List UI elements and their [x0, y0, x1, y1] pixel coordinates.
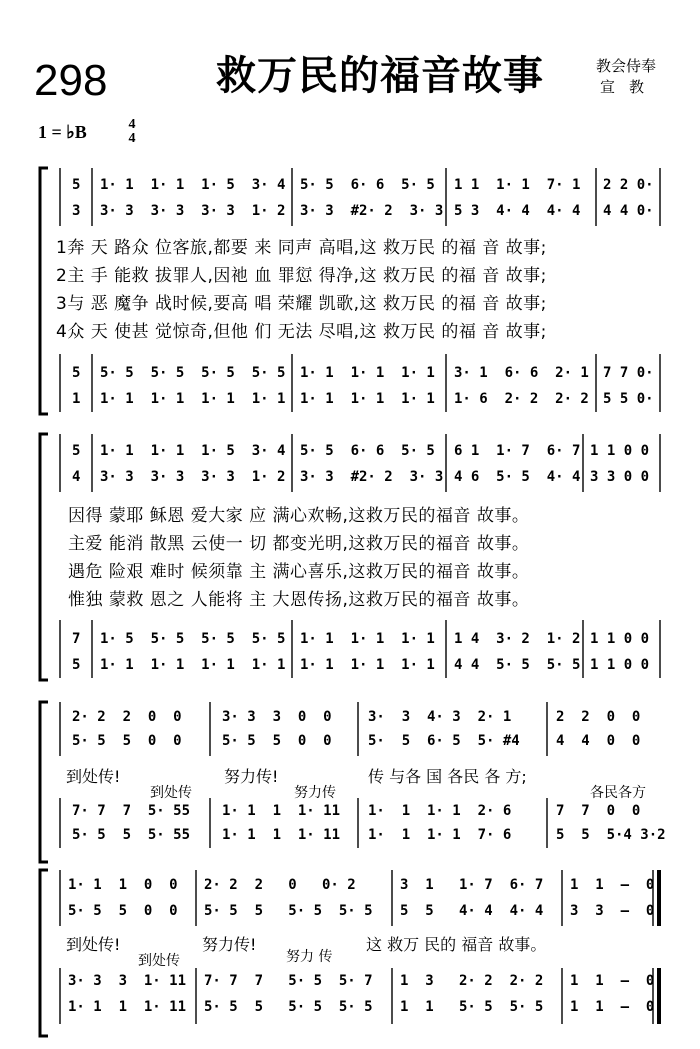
s3-lower-top-3: 7 7 0 0 [556, 803, 641, 819]
time-bottom: 4 [128, 131, 136, 146]
s1-lower-bottom-0: 1 [72, 391, 81, 407]
s2-upper-top-2: 5· 5 6· 6 5· 5 [300, 443, 435, 459]
s2-lower-top-1: 1· 5 5· 5 5· 5 5· 5 [100, 631, 286, 647]
s4-lyric-3: 这 救万 民的 福音 故事。 [366, 935, 547, 954]
s4-lower-top-3: 1 1 – 0 [570, 973, 655, 989]
s1-upper-bottom-2: 3· 3 #2· 2 3· 3 [300, 203, 444, 219]
s2-lower-bottom-2: 1· 1 1· 1 1· 1 [300, 657, 435, 673]
s3-lower-top-0: 7· 7 7 5· 55 [72, 803, 191, 819]
s3-lower-top-2: 1· 1 1· 1 2· 6 [368, 803, 512, 819]
s1-lower-top-1: 5· 5 5· 5 5· 5 5· 5 [100, 365, 286, 381]
s3-lower-bottom-0: 5· 5 5 5· 55 [72, 827, 191, 843]
system-4 [0, 866, 700, 1046]
s2-lower-bottom-3: 4 4 5· 5 5· 5 [454, 657, 581, 673]
s4-lower-top-1: 7· 7 7 5· 5 5· 7 [204, 973, 373, 989]
hymn-title: 救万民的福音故事 [216, 53, 544, 99]
s3-lyric-2: 努力传! [224, 767, 279, 786]
s4-upper-bottom-0: 5· 5 5 0 0 [68, 903, 178, 919]
credit-line-1: 教会侍奉 [596, 57, 657, 75]
time-top: 4 [128, 117, 136, 132]
s4-upper-top-1: 2· 2 2 0 0· 2 [204, 877, 356, 893]
s3-upper-bottom-1: 5· 5 5 0 0 [222, 733, 332, 749]
s2-upper-bottom-4: 3 3 0 0 [590, 469, 650, 485]
s2-upper-top-3: 6 1 1· 7 6· 7 [454, 443, 581, 459]
s1-lyric-2: 2主 手 能救 拔罪人,因祂 血 罪愆 得净,这 救万民 的福 音 故事; [56, 266, 547, 286]
s3-upper-top-3: 2 2 0 0 [556, 709, 641, 725]
s1-upper-top-1: 1· 1 1· 1 1· 5 3· 4 [100, 177, 286, 193]
s3-lower-bottom-1: 1· 1 1 1· 11 [222, 827, 341, 843]
s4-lower-bottom-3: 1 1 – 0 [570, 999, 655, 1015]
s4-upper-bottom-1: 5· 5 5 5· 5 5· 5 [204, 903, 373, 919]
s2-lower-top-2: 1· 1 1· 1 1· 1 [300, 631, 435, 647]
s3-cue-1: 到处传 [150, 785, 192, 801]
s3-upper-top-0: 2· 2 2 0 0 [72, 709, 182, 725]
s4-cue-2: 努力 传 [286, 949, 333, 965]
hymn-number: 298 [34, 56, 108, 105]
s4-upper-top-2: 3 1 1· 7 6· 7 [400, 877, 544, 893]
s1-lower-bottom-2: 1· 1 1· 1 1· 1 [300, 391, 435, 407]
s2-upper-bottom-2: 3· 3 #2· 2 3· 3 [300, 469, 444, 485]
s2-upper-bottom-3: 4 6 5· 5 4· 4 [454, 469, 581, 485]
s3-lower-bottom-3: 5 5 5·4 3·2 [556, 827, 666, 843]
key-signature: 1 = ♭B [38, 122, 87, 142]
s1-lower-top-3: 3· 1 6· 6 2· 1 [454, 365, 589, 381]
s4-lower-top-2: 1 3 2· 2 2· 2 [400, 973, 544, 989]
s4-lower-top-0: 3· 3 3 1· 11 [68, 973, 187, 989]
s2-lower-top-0: 7 [72, 631, 81, 647]
time-signature [124, 118, 140, 146]
s1-lyric-4: 4众 天 使甚 觉惊奇,但他 们 无法 尽唱,这 救万民 的福 音 故事; [56, 322, 547, 342]
s3-lower-bottom-2: 1· 1 1· 1 7· 6 [368, 827, 512, 843]
s4-lyric-2: 努力传! [202, 935, 257, 954]
s1-lyric-1: 1奔 天 路众 位客旅,都要 来 同声 高唱,这 救万民 的福 音 故事; [56, 238, 547, 258]
s3-upper-top-2: 3· 3 4· 3 2· 1 [368, 709, 512, 725]
s2-upper-top-0: 5 [72, 443, 81, 459]
s1-lower-bottom-3: 1· 6 2· 2 2· 2 [454, 391, 589, 407]
s1-upper-bottom-0: 3 [72, 203, 81, 219]
s2-lower-bottom-0: 5 [72, 657, 81, 673]
s4-lower-bottom-2: 1 1 5· 5 5· 5 [400, 999, 544, 1015]
s1-lower-bottom-4: 5 5 0· [603, 391, 654, 407]
s2-lower-top-3: 1 4 3· 2 1· 2 [454, 631, 581, 647]
s2-lower-top-4: 1 1 0 0 [590, 631, 650, 647]
s3-upper-top-1: 3· 3 3 0 0 [222, 709, 332, 725]
s4-lyric-1: 到处传! [66, 935, 121, 954]
s3-cue-2: 努力传 [294, 785, 336, 801]
s3-upper-bottom-2: 5· 5 6· 5 5· #4 [368, 733, 520, 749]
s4-cue-1: 到处传 [138, 953, 180, 969]
s1-lower-top-2: 1· 1 1· 1 1· 1 [300, 365, 435, 381]
s2-lyric-3: 遇危 险艰 难时 候须靠 主 满心喜乐,这救万民的福音 故事。 [68, 562, 530, 582]
system-1-lines [0, 160, 700, 422]
s1-upper-top-3: 1 1 1· 1 7· 1 [454, 177, 581, 193]
s4-lower-bottom-1: 5· 5 5 5· 5 5· 5 [204, 999, 373, 1015]
s1-upper-top-2: 5· 5 6· 6 5· 5 [300, 177, 435, 193]
s3-lyric-3: 传 与各 国 各民 各 方; [368, 767, 527, 786]
s3-upper-bottom-0: 5· 5 5 0 0 [72, 733, 182, 749]
credit [596, 56, 658, 98]
s1-upper-bottom-3: 5 3 4· 4 4· 4 [454, 203, 581, 219]
s1-upper-bottom-4: 4 4 0· [603, 203, 654, 219]
s1-upper-bottom-1: 3· 3 3· 3 3· 3 1· 2 [100, 203, 286, 219]
s2-upper-top-4: 1 1 0 0 [590, 443, 650, 459]
s3-lyric-1: 到处传! [66, 767, 121, 786]
system-1 [0, 160, 700, 422]
s2-lower-bottom-1: 1· 1 1· 1 1· 1 1· 1 [100, 657, 286, 673]
s1-upper-top-0: 5 [72, 177, 81, 193]
s2-lower-bottom-4: 1 1 0 0 [590, 657, 650, 673]
s3-lower-top-1: 1· 1 1 1· 11 [222, 803, 341, 819]
s4-lower-bottom-0: 1· 1 1 1· 11 [68, 999, 187, 1015]
s2-upper-bottom-1: 3· 3 3· 3 3· 3 1· 2 [100, 469, 286, 485]
s4-upper-top-3: 1 1 – 0 [570, 877, 655, 893]
s3-upper-bottom-3: 4 4 0 0 [556, 733, 641, 749]
system-2 [0, 430, 700, 692]
s1-lyric-3: 3与 恶 魔争 战时候,要高 唱 荣耀 凯歌,这 救万民 的福 音 故事; [56, 294, 547, 314]
s1-upper-top-4: 2 2 0· [603, 177, 654, 193]
s2-upper-bottom-0: 4 [72, 469, 81, 485]
system-3 [0, 698, 700, 866]
s1-lower-top-4: 7 7 0· [603, 365, 654, 381]
s3-cue-3: 各民各方 [590, 785, 646, 801]
s4-upper-bottom-2: 5 5 4· 4 4· 4 [400, 903, 544, 919]
s1-lower-top-0: 5 [72, 365, 81, 381]
s4-upper-bottom-3: 3 3 – 0 [570, 903, 655, 919]
s4-upper-top-0: 1· 1 1 0 0 [68, 877, 178, 893]
hymn-header [0, 0, 700, 160]
s2-lyric-2: 主爱 能消 散黑 云使一 切 都变光明,这救万民的福音 故事。 [68, 534, 530, 554]
s1-lower-bottom-1: 1· 1 1· 1 1· 1 1· 1 [100, 391, 286, 407]
s2-upper-top-1: 1· 1 1· 1 1· 5 3· 4 [100, 443, 286, 459]
s2-lyric-1: 因得 蒙耶 稣恩 爱大家 应 满心欢畅,这救万民的福音 故事。 [68, 506, 530, 526]
credit-line-2: 宣教 [600, 78, 659, 96]
s2-lyric-4: 惟独 蒙救 恩之 人能将 主 大恩传扬,这救万民的福音 故事。 [68, 590, 530, 610]
